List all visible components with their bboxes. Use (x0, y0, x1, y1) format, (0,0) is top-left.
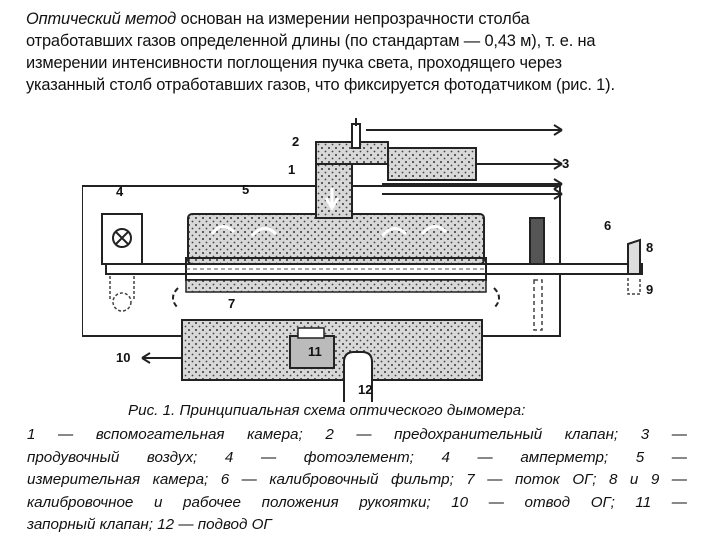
label-4: 4 (116, 184, 124, 199)
intro-line-4: указанный столб отработавших газов, что фиксируется фотодатчиком (рис. 1). (26, 76, 615, 94)
intro-line-1-rest: основан на измерении непрозрачности столба (176, 10, 530, 28)
label-10: 10 (116, 350, 131, 365)
label-3: 3 (562, 156, 570, 171)
bottom-chamber (142, 320, 482, 402)
label-5: 5 (242, 182, 250, 197)
photocell-icon (102, 214, 142, 311)
label-11: 11 (308, 344, 322, 359)
label-6: 6 (604, 218, 612, 233)
figure-legend (27, 424, 687, 537)
measuring-chamber (188, 214, 484, 264)
label-7: 7 (228, 296, 236, 311)
purge-air-chamber (366, 125, 562, 199)
label-1: 1 (288, 162, 296, 177)
intro-line-1 (26, 8, 706, 30)
figure-caption: Рис. 1. Принципиальная схема оптического дымомера: (128, 402, 526, 419)
label-8: 8 (646, 240, 654, 255)
intro-line-3: измерении интенсивности поглощения пучка света, проходящего через (26, 54, 562, 72)
intro-emphasis: Оптический метод (26, 10, 177, 28)
legend-line-1: 1 — вспомогательная камера; 2 — предохранительный клапан; 3 — (27, 426, 687, 443)
lower-chamber (173, 280, 499, 308)
label-12: 12 (358, 382, 373, 397)
legend-line-3: измерительная камера; 6 — калибровочный фильтр; 7 — поток ОГ; 8 и 9 — (27, 471, 687, 488)
label-2: 2 (292, 134, 300, 149)
intro-line-2: отработавших газов определенной длины (по стандартам — 0,43 м), т. е. на (26, 32, 596, 50)
handle-icon (628, 240, 640, 294)
safety-valve (352, 118, 360, 148)
legend-line-4: калибровочное и рабочее положения рукоятки; 10 — отвод ОГ; 11 — (27, 493, 687, 511)
legend-line-5: запорный клапан; 12 — подвод ОГ (27, 516, 272, 533)
intro-paragraph (26, 8, 706, 96)
smoke-meter-diagram (82, 118, 672, 402)
legend-line-2: продувочный воздух; 4 — фотоэлемент; 4 — амперметр; 5 — (27, 448, 687, 466)
label-9: 9 (646, 282, 654, 297)
auxiliary-chamber-pipe (316, 142, 388, 218)
